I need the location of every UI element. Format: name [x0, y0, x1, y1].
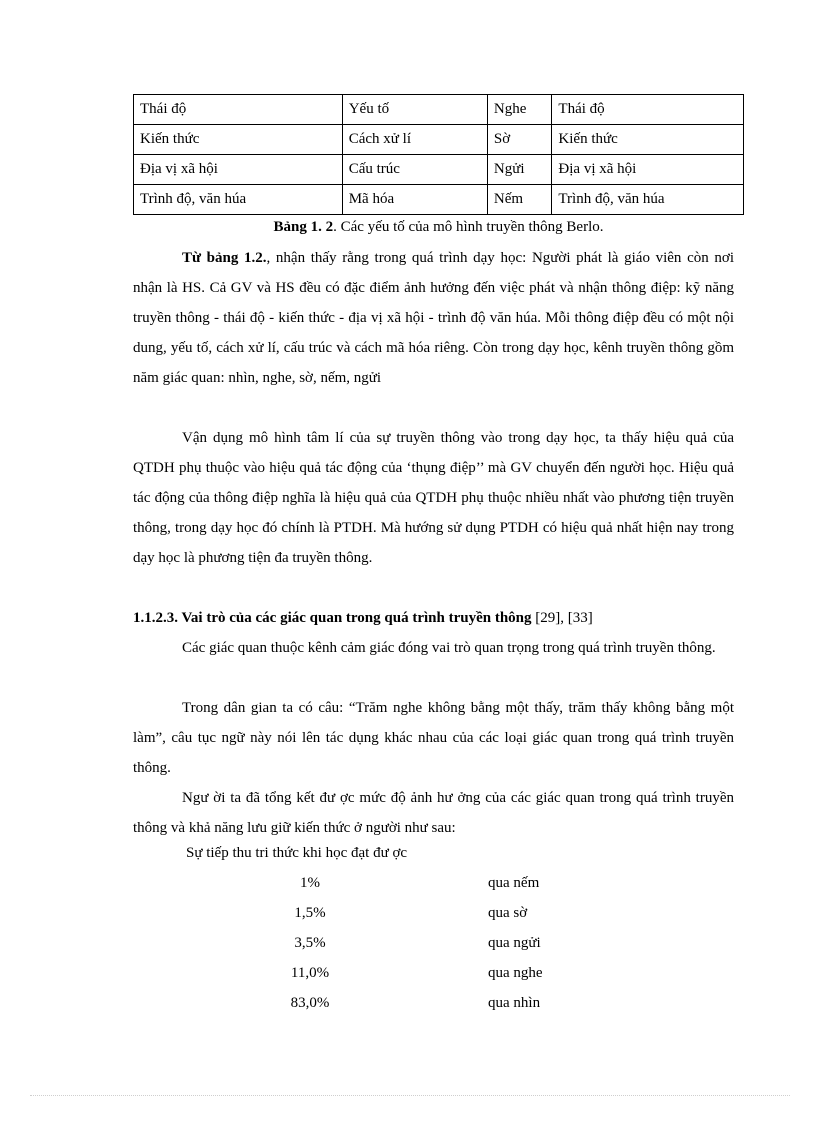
page-bottom-divider [30, 1095, 790, 1096]
caption-text: . Các yếu tố của mô hình truyền thông Berlo. [333, 219, 604, 235]
stat-percent: 83,0% [290, 995, 330, 1011]
table-row [134, 155, 744, 185]
stats-title: Sự tiếp thu tri thức khi học đạt đư ợc [186, 845, 408, 861]
stat-row [0, 875, 816, 905]
table-cell: Thái độ [552, 95, 744, 125]
stat-sense: qua nhìn [488, 995, 541, 1011]
paragraph-proverb: Trong dân gian ta có câu: “Trăm nghe không bằng một thấy, trăm thấy không bằng một làm”, câu tục ngữ này nói lên tác dụng khác nhau của các loại giác quan trong quá trình truyền thông. [133, 700, 734, 776]
stat-row [0, 965, 816, 995]
table-cell: Địa vị xã hội [552, 155, 744, 185]
table-cell: Trình độ, văn húa [552, 185, 744, 215]
table-cell: Kiến thức [552, 125, 744, 155]
table-cell: Thái độ [134, 95, 343, 125]
table-cell: Cấu trúc [342, 155, 487, 185]
heading-text: 1.1.2.3. Vai trò của các giác quan trong quá trình truyền thông [133, 610, 532, 626]
table-cell: Mã hóa [342, 185, 487, 215]
table-cell: Ngửi [487, 155, 552, 185]
table-cell: Cách xử lí [342, 125, 487, 155]
caption-label: Bảng 1. 2 [273, 219, 334, 235]
table-row [134, 95, 744, 125]
stat-percent: 1% [300, 875, 320, 891]
table-cell: Sờ [487, 125, 552, 155]
table-row [134, 125, 744, 155]
paragraph-table-analysis [133, 243, 734, 393]
paragraph-senses-role: Các giác quan thuộc kênh cảm giác đóng vai trò quan trọng trong quá trình truyền thông. [182, 640, 716, 656]
table-cell: Nếm [487, 185, 552, 215]
stat-sense: qua sờ [488, 905, 528, 921]
stat-row [0, 905, 816, 935]
stat-percent: 1,5% [294, 905, 326, 921]
table-cell: Địa vị xã hội [134, 155, 343, 185]
stat-row [0, 995, 816, 1025]
paragraph-application: Vận dụng mô hình tâm lí của sự truyền thông vào trong dạy học, ta thấy hiệu quả của QTDH phụ thuộc vào hiệu quả tác động của ‘thụng điệp’’ mà GV chuyển đến người học. Hiệu quả tác động của thông điệp nghĩa là hiệu quả của QTDH phụ thuộc nhiều nhất vào phương tiện truyền thông, trong dạy học đó chính là PTDH. Mà hướng sử dụng PTDH có hiệu quả nhất hiện nay trong dạy học là phương tiện đa truyền thông. [133, 430, 734, 566]
stat-sense: qua nếm [488, 875, 540, 891]
table-row [134, 185, 744, 215]
berlo-model-table [133, 94, 744, 215]
stat-sense: qua nghe [488, 965, 543, 981]
paragraph-body: , nhận thấy rằng trong quá trình dạy học: Người phát là giáo viên còn nơi nhận là HS. Cả GV và HS đều có đặc điểm ảnh hưởng đến việc phát và nhận thông điệp: kỹ năng truyền thông - thái độ - kiến thức - địa vị xã hội - trình độ văn húa. Mỗi thông điệp đều có một nội dung, yếu tố, cách xử lí, cấu trúc và cách mã hóa riêng. Còn trong dạy học, kênh truyền thông gồm năm giác quan: nhìn, nghe, sờ, nếm, ngửi [133, 250, 734, 386]
stat-percent: 3,5% [294, 935, 326, 951]
stat-row [0, 935, 816, 965]
heading-refs: [29], [33] [531, 610, 593, 626]
stat-sense: qua ngửi [488, 935, 541, 951]
stat-percent: 11,0% [290, 965, 330, 981]
section-heading [133, 603, 734, 633]
table-cell: Kiến thức [134, 125, 343, 155]
paragraph-summary: Ngư ời ta đã tổng kết đư ợc mức độ ảnh hư ởng của các giác quan trong quá trình truyền thông và khả năng lưu giữ kiến thức ở người như sau: [133, 790, 734, 836]
paragraph-lead: Từ bảng 1.2. [182, 250, 267, 266]
table-cell: Yếu tố [342, 95, 487, 125]
table-caption [133, 219, 744, 236]
table-cell: Nghe [487, 95, 552, 125]
table-cell: Trình độ, văn húa [134, 185, 343, 215]
